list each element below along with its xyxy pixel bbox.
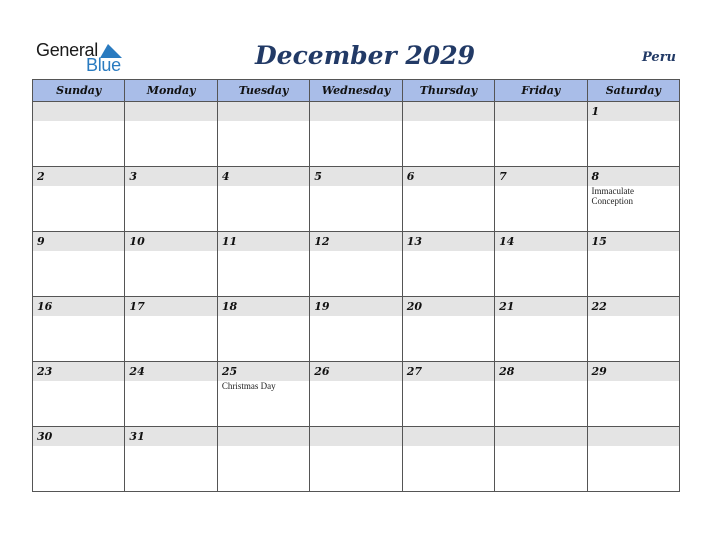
logo-text-blue: Blue (86, 55, 121, 75)
day-cell (33, 427, 125, 492)
day-header-bar (218, 167, 309, 186)
day-number: 31 (129, 430, 145, 443)
day-header-bar (310, 102, 401, 121)
day-cell (495, 232, 587, 297)
day-number: 2 (37, 170, 45, 183)
day-header-bar (588, 102, 679, 121)
day-header-bar (33, 167, 124, 186)
holiday-event: Christmas Day (221, 381, 276, 391)
day-header-bar (218, 427, 309, 446)
day-header-bar (33, 102, 124, 121)
day-number: 6 (406, 170, 415, 183)
day-cell (125, 232, 217, 297)
day-header-bar (125, 297, 216, 316)
day-cell (587, 297, 679, 362)
week-row (33, 232, 680, 297)
day-number: 30 (37, 430, 53, 443)
day-number: 22 (591, 300, 607, 313)
day-header-bar (125, 427, 216, 446)
day-number: 24 (129, 365, 145, 378)
day-cell (217, 102, 309, 167)
day-cell (217, 232, 309, 297)
day-cell (310, 297, 402, 362)
day-cell (402, 167, 494, 232)
day-header-bar (588, 427, 679, 446)
day-number: 25 (221, 365, 238, 378)
day-header-bar (125, 362, 216, 381)
day-cell (587, 362, 679, 427)
weekday-header-row (33, 80, 680, 102)
day-header-bar (403, 232, 494, 251)
day-number: 19 (314, 300, 330, 313)
day-number: 29 (591, 365, 607, 378)
day-cell (33, 167, 125, 232)
day-header-bar (218, 297, 309, 316)
day-number: 15 (591, 235, 607, 248)
day-number: 1 (591, 105, 600, 118)
day-header-bar (495, 427, 586, 446)
week-row (33, 427, 680, 492)
day-header-bar (218, 362, 309, 381)
day-cell (402, 362, 494, 427)
day-cell (125, 102, 217, 167)
day-number: 26 (314, 365, 330, 378)
week-row (33, 102, 680, 167)
day-number: 21 (499, 300, 515, 313)
day-number: 28 (499, 365, 515, 378)
day-cell (587, 167, 679, 232)
day-number: 18 (221, 300, 238, 313)
day-cell (33, 297, 125, 362)
day-header-bar (310, 427, 401, 446)
day-number: 13 (406, 235, 422, 248)
day-cell (33, 362, 125, 427)
day-cell (310, 427, 402, 492)
day-cell (587, 102, 679, 167)
day-number: 10 (129, 235, 145, 248)
weekday-header: Sunday (33, 80, 125, 102)
day-number: 11 (221, 235, 238, 248)
day-number: 3 (129, 170, 138, 183)
day-header-bar (310, 167, 401, 186)
week-row (33, 167, 680, 232)
day-header-bar (588, 167, 679, 186)
day-cell (402, 102, 494, 167)
day-cell (310, 167, 402, 232)
weekday-header: Friday (495, 80, 587, 102)
day-cell (495, 102, 587, 167)
day-header-bar (125, 232, 216, 251)
day-number: 20 (406, 300, 422, 313)
day-header-bar (495, 167, 586, 186)
calendar-title: December 2029 (254, 41, 475, 70)
day-cell (495, 362, 587, 427)
day-header-bar (403, 167, 494, 186)
day-number: 17 (129, 300, 145, 313)
day-cell (125, 167, 217, 232)
day-number: 16 (37, 300, 53, 313)
day-header-bar (588, 232, 679, 251)
day-number: 23 (37, 365, 53, 378)
weekday-header: Tuesday (217, 80, 309, 102)
day-cell (402, 232, 494, 297)
week-row (33, 362, 680, 427)
day-header-bar (403, 297, 494, 316)
day-cell (125, 362, 217, 427)
country-label: Peru (642, 50, 676, 65)
day-cell (125, 297, 217, 362)
day-header-bar (588, 297, 679, 316)
day-cell (402, 427, 494, 492)
logo-text-general: General (36, 40, 98, 60)
day-number: 8 (591, 170, 600, 183)
day-number: 12 (314, 235, 330, 248)
day-header-bar (310, 232, 401, 251)
day-cell (310, 102, 402, 167)
day-cell (587, 232, 679, 297)
day-header-bar (310, 297, 401, 316)
day-header-bar (125, 102, 216, 121)
day-cell (33, 232, 125, 297)
day-number: 14 (499, 235, 515, 248)
day-header-bar (33, 232, 124, 251)
day-number: 4 (221, 170, 230, 183)
day-cell (495, 427, 587, 492)
day-number: 5 (314, 170, 322, 183)
day-header-bar (588, 362, 679, 381)
day-header-bar (125, 167, 216, 186)
day-cell (310, 362, 402, 427)
day-header-bar (218, 102, 309, 121)
weekday-header: Thursday (402, 80, 494, 102)
day-header-bar (33, 362, 124, 381)
day-cell (402, 297, 494, 362)
day-cell (217, 427, 309, 492)
day-cell (217, 167, 309, 232)
day-header-bar (495, 297, 586, 316)
day-header-bar (403, 102, 494, 121)
weekday-header: Wednesday (310, 80, 402, 102)
calendar-grid (32, 79, 680, 492)
day-cell (495, 297, 587, 362)
day-cell (495, 167, 587, 232)
day-header-bar (310, 362, 401, 381)
holiday-event: Immaculate Conception (591, 186, 635, 206)
day-number: 9 (37, 235, 45, 248)
day-header-bar (403, 362, 494, 381)
day-cell (310, 232, 402, 297)
day-header-bar (33, 297, 124, 316)
day-number: 27 (406, 365, 422, 378)
weekday-header: Monday (125, 80, 217, 102)
day-cell (33, 102, 125, 167)
day-header-bar (495, 102, 586, 121)
weekday-header: Saturday (587, 80, 679, 102)
day-header-bar (495, 362, 586, 381)
week-row (33, 297, 680, 362)
generalblue-logo (36, 40, 136, 74)
day-header-bar (495, 232, 586, 251)
day-cell (587, 427, 679, 492)
day-header-bar (403, 427, 494, 446)
day-number: 7 (499, 170, 507, 183)
day-cell (217, 362, 309, 427)
day-header-bar (218, 232, 309, 251)
day-cell (217, 297, 309, 362)
day-cell (125, 427, 217, 492)
day-header-bar (33, 427, 124, 446)
